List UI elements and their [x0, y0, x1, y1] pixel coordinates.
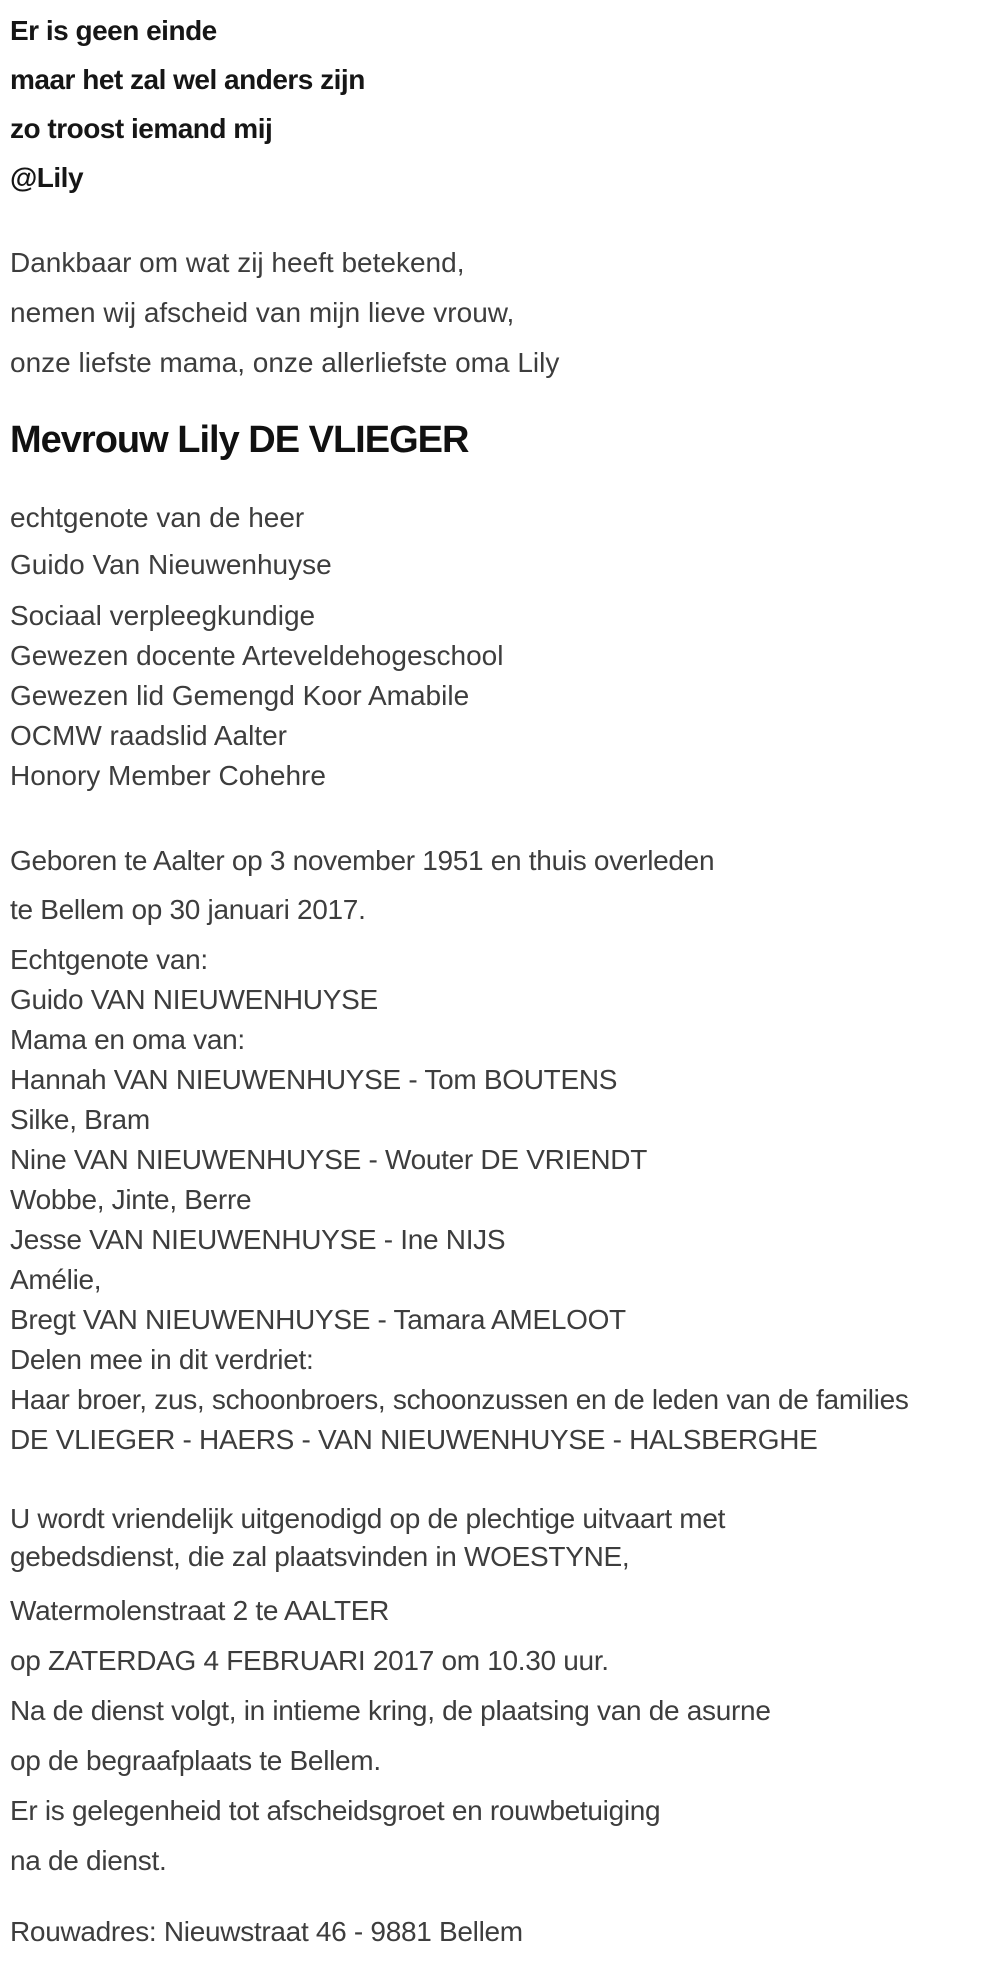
ceremony-line: Er is gelegenheid tot afscheidsgroet en rouwbetuiging — [10, 1795, 661, 1826]
quote-line: maar het zal wel anders zijn — [10, 64, 365, 95]
family-member: Silke, Bram — [10, 1104, 150, 1135]
deceased-name-heading: Mevrouw Lily DE VLIEGER — [10, 419, 469, 461]
role-line: Sociaal verpleegkundige — [10, 600, 316, 631]
intro-line: onze liefste mama, onze allerliefste oma Lily — [10, 347, 560, 378]
family-label: Delen mee in dit verdriet: — [10, 1344, 314, 1375]
family-member: Haar broer, zus, schoonbroers, schoonzussen en de leden van de families — [10, 1384, 909, 1415]
ceremony-location: Watermolenstraat 2 te AALTER — [10, 1595, 390, 1626]
family-surnames: DE VLIEGER - HAERS - VAN NIEUWENHUYSE - HALSBERGHE — [10, 1424, 818, 1455]
family-member: Guido VAN NIEUWENHUYSE — [10, 984, 378, 1015]
family-label: Echtgenote van: — [10, 944, 208, 975]
ceremony-line: U wordt vriendelijk uitgenodigd op de plechtige uitvaart met — [10, 1503, 726, 1534]
ceremony-invitation — [10, 1500, 1000, 1886]
family-member: Nine VAN NIEUWENHUYSE - Wouter DE VRIENDT — [10, 1144, 648, 1175]
mourning-address-line: Rouwadres: Nieuwstraat 46 - 9881 Bellem — [10, 1916, 523, 1947]
family-member: Bregt VAN NIEUWENHUYSE - Tamara AMELOOT — [10, 1304, 626, 1335]
quote-line: Er is geen einde — [10, 15, 217, 46]
birth-death-dates — [10, 836, 1000, 934]
family-label: Mama en oma van: — [10, 1024, 245, 1055]
dates-line: Geboren te Aalter op 3 november 1951 en thuis overleden — [10, 845, 715, 876]
spouse-intro — [10, 494, 1000, 588]
spouse-name: Guido Van Nieuwenhuyse — [10, 549, 332, 580]
intro-line: nemen wij afscheid van mijn lieve vrouw, — [10, 297, 515, 328]
ceremony-line: op de begraafplaats te Bellem. — [10, 1745, 381, 1776]
role-line: Gewezen lid Gemengd Koor Amabile — [10, 680, 470, 711]
intro-line: Dankbaar om wat zij heeft betekend, — [10, 247, 465, 278]
ceremony-line: gebedsdienst, die zal plaatsvinden in WOESTYNE, — [10, 1541, 630, 1572]
family-member: Wobbe, Jinte, Berre — [10, 1184, 252, 1215]
family-member: Hannah VAN NIEUWENHUYSE - Tom BOUTENS — [10, 1064, 618, 1095]
quote-attribution: @Lily — [10, 162, 84, 193]
role-line: Honory Member Cohehre — [10, 760, 326, 791]
ceremony-datetime: op ZATERDAG 4 FEBRUARI 2017 om 10.30 uur. — [10, 1645, 609, 1676]
quote-line: zo troost iemand mij — [10, 113, 273, 144]
mourning-address — [10, 1912, 1000, 1952]
opening-quote — [10, 6, 1000, 202]
farewell-intro — [10, 238, 1000, 388]
family-member: Jesse VAN NIEUWENHUYSE - Ine NIJS — [10, 1224, 506, 1255]
ceremony-line: na de dienst. — [10, 1845, 167, 1876]
family-member: Amélie, — [10, 1264, 102, 1295]
dates-line: te Bellem op 30 januari 2017. — [10, 894, 366, 925]
roles-list — [10, 596, 1000, 796]
ceremony-line: Na de dienst volgt, in intieme kring, de plaatsing van de asurne — [10, 1695, 771, 1726]
role-line: Gewezen docente Arteveldehogeschool — [10, 640, 504, 671]
spouse-intro-line: echtgenote van de heer — [10, 502, 305, 533]
family-list — [10, 940, 1000, 1460]
role-line: OCMW raadslid Aalter — [10, 720, 287, 751]
